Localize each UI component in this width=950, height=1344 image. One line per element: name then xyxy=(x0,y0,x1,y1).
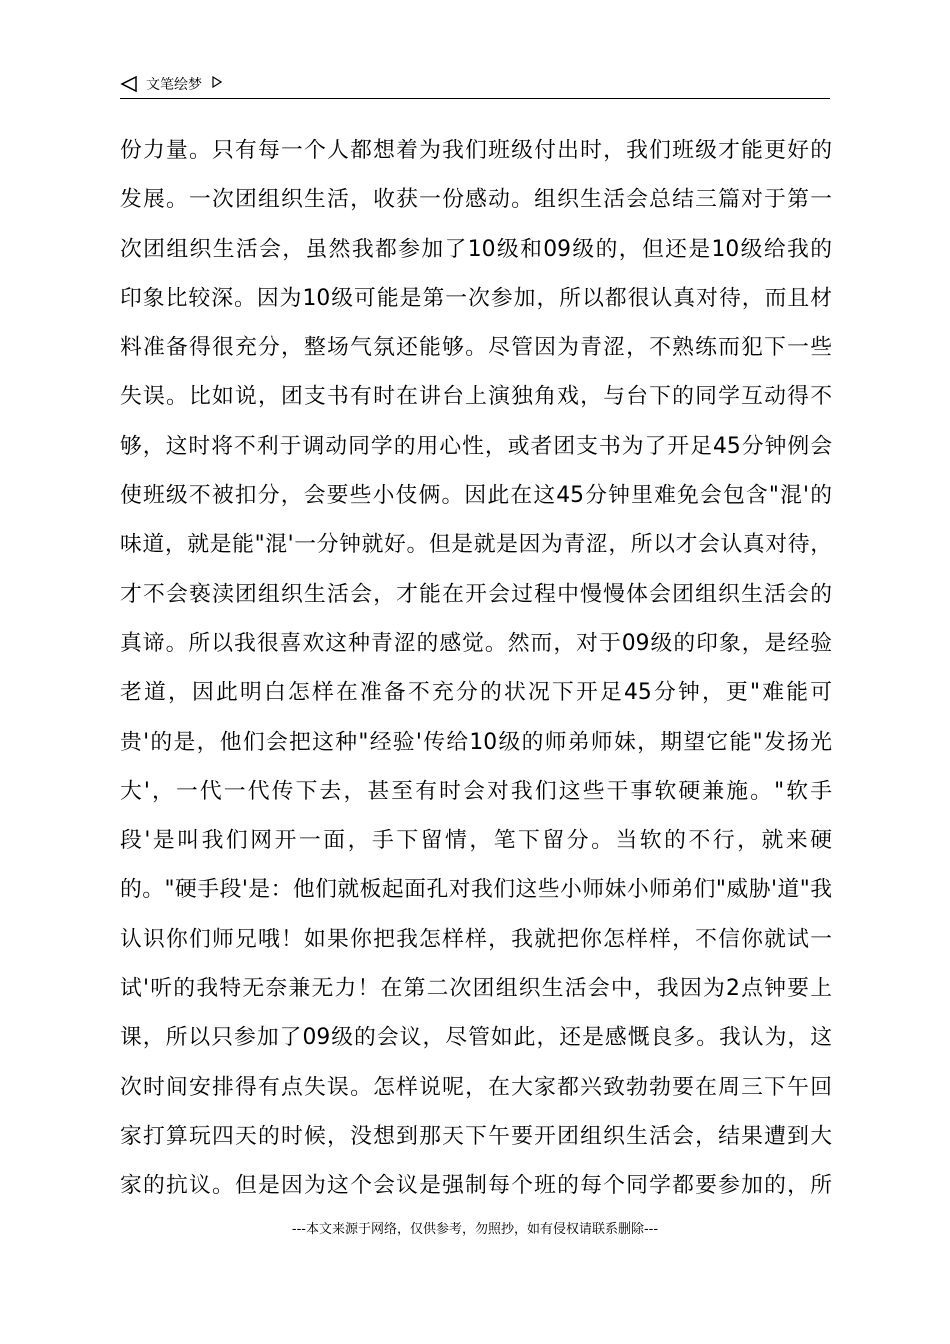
text-line: 课，所以只参加了09级的会议，尽管如此，还是感慨良多。我认为，这 xyxy=(120,1025,832,1051)
page-footer: ---本文来源于网络，仅供参考，勿照抄，如有侵权请联系删除--- xyxy=(291,1222,659,1237)
text-line: 认识你们师兄哦！如果你把我怎样样，我就把你怎样样，不信你就试一 xyxy=(120,926,832,952)
text-line: 家的抗议。但是因为这个会议是强制每个班的每个同学都要参加的，所 xyxy=(120,1173,832,1199)
header-title: 文笔绘梦 xyxy=(146,77,202,93)
text-line: 段'是叫我们网开一面，手下留情，笔下留分。当软的不行，就来硬 xyxy=(120,828,832,854)
text-line: 的。"硬手段'是：他们就板起面孔对我们这些小师妹小师弟们"威胁'道"我 xyxy=(120,877,832,903)
text-line: 发展。一次团组织生活，收获一份感动。组织生活会总结三篇对于第一 xyxy=(120,187,832,213)
text-line: 试'听的我特无奈兼无力！在第二次团组织生活会中，我因为2点钟要上 xyxy=(120,976,832,1002)
text-line: 味道，就是能"混'一分钟就好。但是就是因为青涩，所以才会认真对待， xyxy=(120,532,832,558)
text-line: 次团组织生活会，虽然我都参加了10级和09级的，但还是10级给我的 xyxy=(120,236,832,262)
text-line: 失误。比如说，团支书有时在讲台上演独角戏，与台下的同学互动得不 xyxy=(120,384,832,410)
text-line: 料准备得很充分，整场气氛还能够。尽管因为青涩，不熟练而犯下一些 xyxy=(120,335,832,361)
text-line: 次时间安排得有点失误。怎样说呢，在大家都兴致勃勃要在周三下午回 xyxy=(120,1074,832,1100)
text-line: 真谛。所以我很喜欢这种青涩的感觉。然而，对于09级的印象，是经验 xyxy=(120,630,832,656)
text-line: 大'，一代一代传下去，甚至有时会对我们这些干事软硬兼施。"软手 xyxy=(120,778,832,804)
text-line: 印象比较深。因为10级可能是第一次参加，所以都很认真对待，而且材 xyxy=(120,285,832,311)
text-line: 贵'的是，他们会把这种"经验'传给10级的师弟师妹，期望它能"发扬光 xyxy=(120,729,832,755)
text-line: 份力量。只有每一个人都想着为我们班级付出时，我们班级才能更好的 xyxy=(120,138,832,163)
left-triangle-icon xyxy=(120,75,138,93)
text-line: 够，这时将不利于调动同学的用心性，或者团支书为了开足45分钟例会 xyxy=(120,433,832,459)
text-line: 家打算玩四天的时候，没想到那天下午要开团组织生活会，结果遭到大 xyxy=(120,1123,832,1149)
text-line: 才不会亵渎团组织生活会，才能在开会过程中慢慢体会团组织生活会的 xyxy=(120,581,832,607)
text-line: 老道，因此明白怎样在准备不充分的状况下开足45分钟，更"难能可 xyxy=(120,680,832,706)
body-text xyxy=(120,126,832,1211)
page-header xyxy=(120,72,830,99)
right-triangle-icon xyxy=(212,76,222,88)
text-line: 使班级不被扣分，会要些小伎俩。因此在这45分钟里难免会包含"混'的 xyxy=(120,483,832,509)
